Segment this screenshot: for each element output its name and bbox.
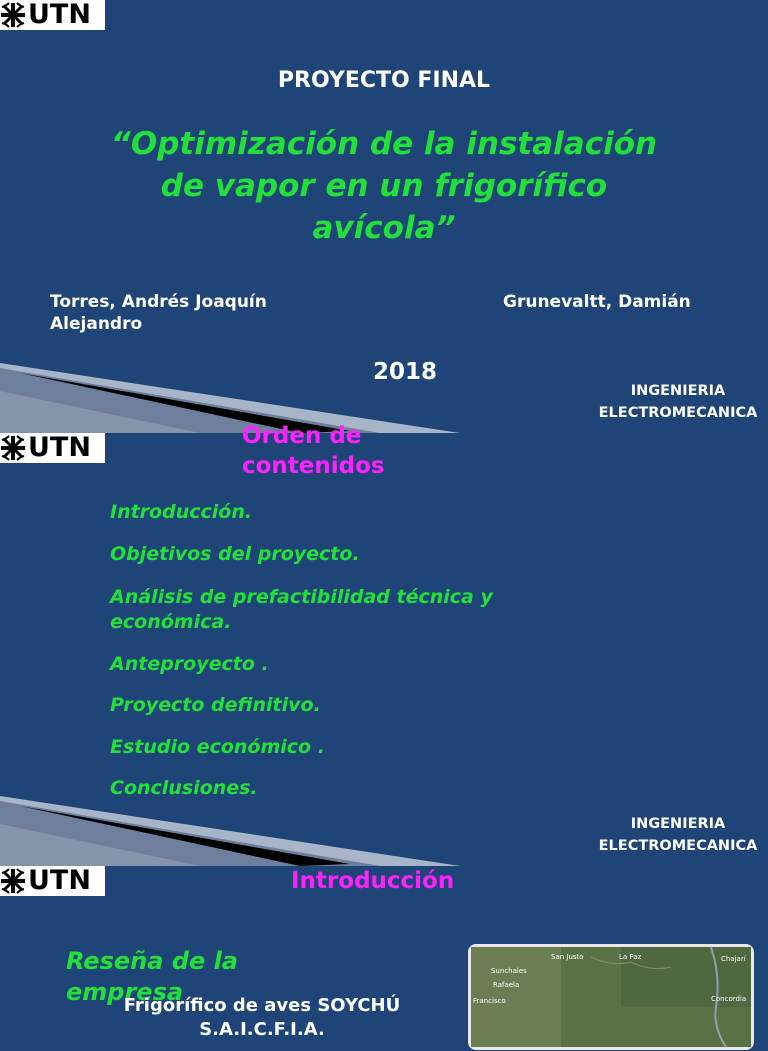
- utn-logo-text: UTN: [28, 0, 91, 30]
- map-label: Sunchales: [491, 967, 527, 975]
- introduction-title: Introducción: [291, 868, 455, 894]
- decorative-wedge: [0, 796, 460, 866]
- project-title: “Optimización de la instalación de vapor en un frigorífico avícola”: [110, 126, 658, 246]
- map-label: Francisco: [473, 997, 506, 1005]
- contents-title-line2: contenidos: [242, 453, 385, 479]
- utn-emblem-icon: [0, 2, 26, 28]
- career-line2: ELECTROMECANICA: [598, 405, 758, 421]
- project-heading: PROYECTO FINAL: [277, 68, 491, 93]
- author-right: Grunevaltt, Damián: [503, 292, 691, 312]
- utn-logo: [0, 866, 105, 896]
- utn-emblem-icon: [0, 868, 26, 894]
- map-terrain: [471, 947, 751, 1047]
- contents-title-line1: Orden de: [242, 423, 362, 449]
- career-line2: ELECTROMECANICA: [598, 838, 758, 854]
- slide-introduction: [0, 865, 768, 1040]
- slide-title: [0, 0, 768, 433]
- company-name-line2: S.A.I.C.F.I.A.: [199, 1019, 325, 1040]
- career-line1: INGENIERIA: [630, 383, 726, 399]
- utn-logo: [0, 0, 105, 30]
- utn-logo-text: UTN: [28, 865, 91, 896]
- author-left-line1: Torres, Andrés Joaquín: [50, 292, 267, 312]
- author-left: [50, 291, 340, 335]
- list-item: Conclusiones.: [110, 777, 258, 799]
- map-label: La Paz: [619, 953, 642, 961]
- company-name: [112, 994, 412, 1042]
- company-review-heading: Reseña de la empresa: [66, 947, 238, 1006]
- career-label: [588, 380, 768, 424]
- career-label: [588, 813, 768, 857]
- contents-title: [242, 421, 385, 481]
- career-line1: INGENIERIA: [630, 816, 726, 832]
- map-label: San Justo: [551, 953, 584, 961]
- list-item: Análisis de prefactibilidad técnica y económica.: [110, 586, 493, 633]
- year: 2018: [373, 359, 438, 385]
- list-item: Estudio económico .: [110, 736, 325, 758]
- slide-contents: [0, 423, 768, 866]
- map-label: Chajarí: [721, 955, 746, 963]
- list-item: Anteproyecto .: [110, 653, 269, 675]
- list-item: Objetivos del proyecto.: [110, 543, 360, 565]
- list-item: Introducción.: [110, 501, 253, 523]
- decorative-wedge: [0, 363, 460, 433]
- map-label: Rafaela: [493, 981, 520, 989]
- list-item: Proyecto definitivo.: [110, 694, 321, 716]
- company-name-line1: Frigorífico de aves SOYCHÚ: [123, 995, 401, 1016]
- utn-emblem-icon: [0, 435, 26, 461]
- utn-logo: [0, 433, 105, 463]
- utn-logo-text: UTN: [28, 432, 91, 463]
- satellite-map: [468, 944, 754, 1050]
- map-label: Concordia: [711, 995, 747, 1003]
- author-left-line2: Alejandro: [50, 314, 143, 334]
